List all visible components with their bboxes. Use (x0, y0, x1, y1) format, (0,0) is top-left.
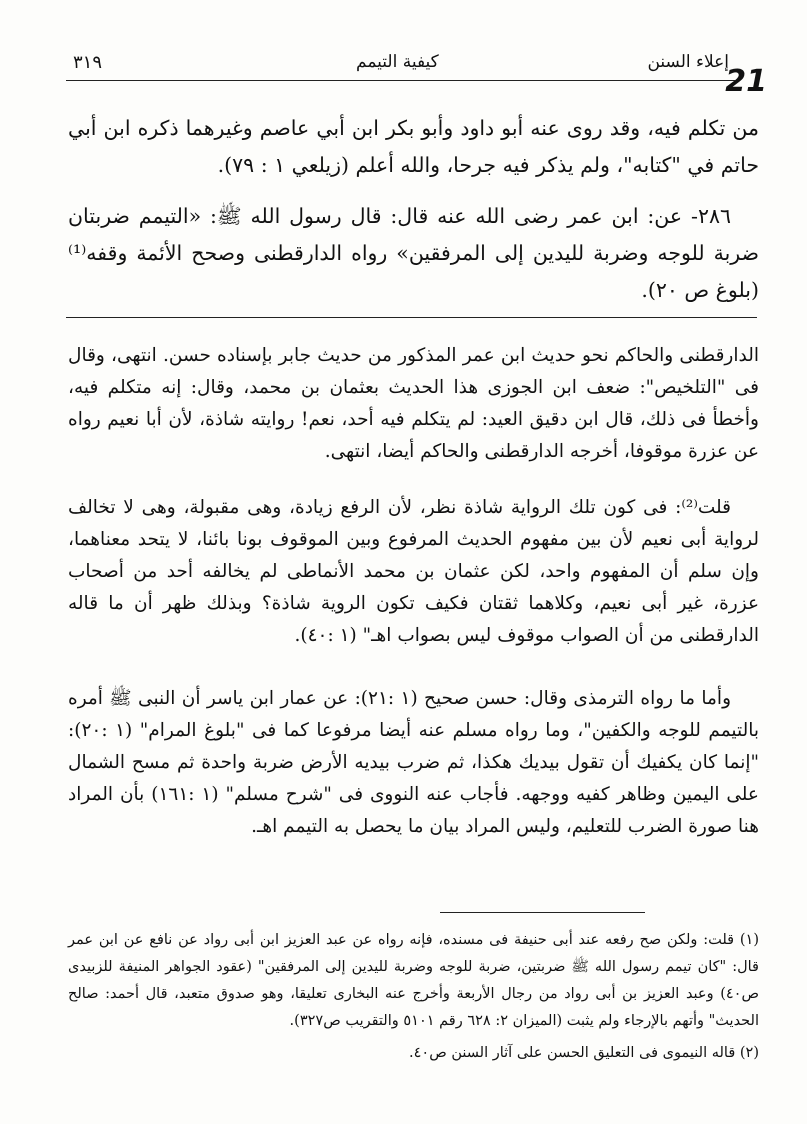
handwritten-page-mark: 21 (725, 64, 767, 99)
commentary-paragraph-3: وأما ما رواه الترمذى وقال: حسن صحيح (١ :٢١): عن عمار ابن ياسر أن النبى ﷺ أمره بالتيمم للوجه والكفين"، وما رواه مسلم عنه أيضا مرفوعا كما فى "بلوغ المرام" (١ :٢٠): "إنما كان يكفيك أن تقول بيديك هكذا، ثم ضرب بيديه الأرض ضربة واحدة ثم مسح الشمال على اليمين وظاهر كفيه ووجهه. فأجاب عنه النووى فى "شرح مسلم" (١ :١٦١) بأن المراد هنا صورة الضرب للتعليم، وليس المراد بيان ما يحصل به التيمم اهـ. (68, 688, 759, 837)
header-rule (66, 80, 735, 81)
commentary-paragraph-2: قلت⁽²⁾: فى كون تلك الرواية شاذة نظر، لأن الرفع زيادة، وهى مقبولة، وهى لا تخالف لرواية أبى نعيم لأن بين مفهوم الحديث المرفوع وبين الموقوف بونا بائنا، لا يتحد معناهما، وإن سلم أن المفهوم واحد، لكن عثمان بن محمد الأنماطى لم يخالفه أحد من أصحاب عزرة، غير أبى نعيم، وكلاهما ثقتان فكيف تكون الروية شاذة؟ وبذلك ظهر أن ما قاله الدارقطنى من أن الصواب موقوف ليس بصواب اهـ" (١ :٤٠). (68, 497, 759, 646)
footnote-2: (٢) قاله النيموى فى التعليق الحسن على آثار السنن ص٤٠. (409, 1045, 759, 1061)
footnote-divider (440, 912, 645, 913)
main-text-paragraph-1: من تكلم فيه، وقد روى عنه أبو داود وأبو بكر ابن أبي عاصم وغيرهما ذكره ابن أبي حاتم في "كتابه"، ولم يذكر فيه جرحا، والله أعلم (زيلعي ١ : ٧٩). (68, 116, 759, 177)
hadith-286-paragraph: ٢٨٦- عن: ابن عمر رضى الله عنه قال: قال رسول الله ﷺ: «التيمم ضربتان ضربة للوجه وضربة لليدين إلى المرفقين» رواه الدارقطنى وصحح الأئمة وقفه⁽¹⁾ (بلوغ ص ٢٠). (68, 204, 759, 302)
page-number: ٣١٩ (73, 52, 103, 73)
main-commentary-divider (66, 317, 757, 318)
footnote-1: (١) قلت: ولكن صح رفعه عند أبى حنيفة فى مسنده، فإنه رواه عن عبد العزيز ابن أبى رواد عن نافع عن ابن عمر قال: "كان تيمم رسول الله ﷺ ضربتين، ضربة للوجه وضربة لليدين إلى المرفقين" (عقود الجواهر المنيفة للزبيدى ص٤٠) وعبد العزيز بن أبى رواد من رجال الأربعة وأخرج عنه البخارى تعليقا، وهو صدوق متعبد، قال أحمد: صالح الحديث" وأتهم بالإرجاء ولم يثبت (الميزان ٢: ٦٢٨ رقم ٥١٠١ والتقريب ص٣٢٧). (68, 932, 759, 1029)
running-head-title: إعلاء السنن (647, 52, 729, 72)
commentary-paragraph-1: الدارقطنى والحاكم نحو حديث ابن عمر المذكور من حديث جابر بإسناده حسن. انتهى، وقال فى "التلخيص": ضعف ابن الجوزى هذا الحديث بعثمان بن محمد، وقال: إنه متكلم فيه، وأخطأ فى ذلك، قال ابن دقيق العيد: لم يتكلم فيه أحد، نعم! روايته شاذة، لأن أبا نعيم رواه عن عزرة موقوفا، أخرجه الدارقطنى والحاكم أيضا، انتهى. (68, 345, 759, 462)
running-header (68, 52, 759, 88)
chapter-title: كيفية التيمم (356, 52, 439, 72)
